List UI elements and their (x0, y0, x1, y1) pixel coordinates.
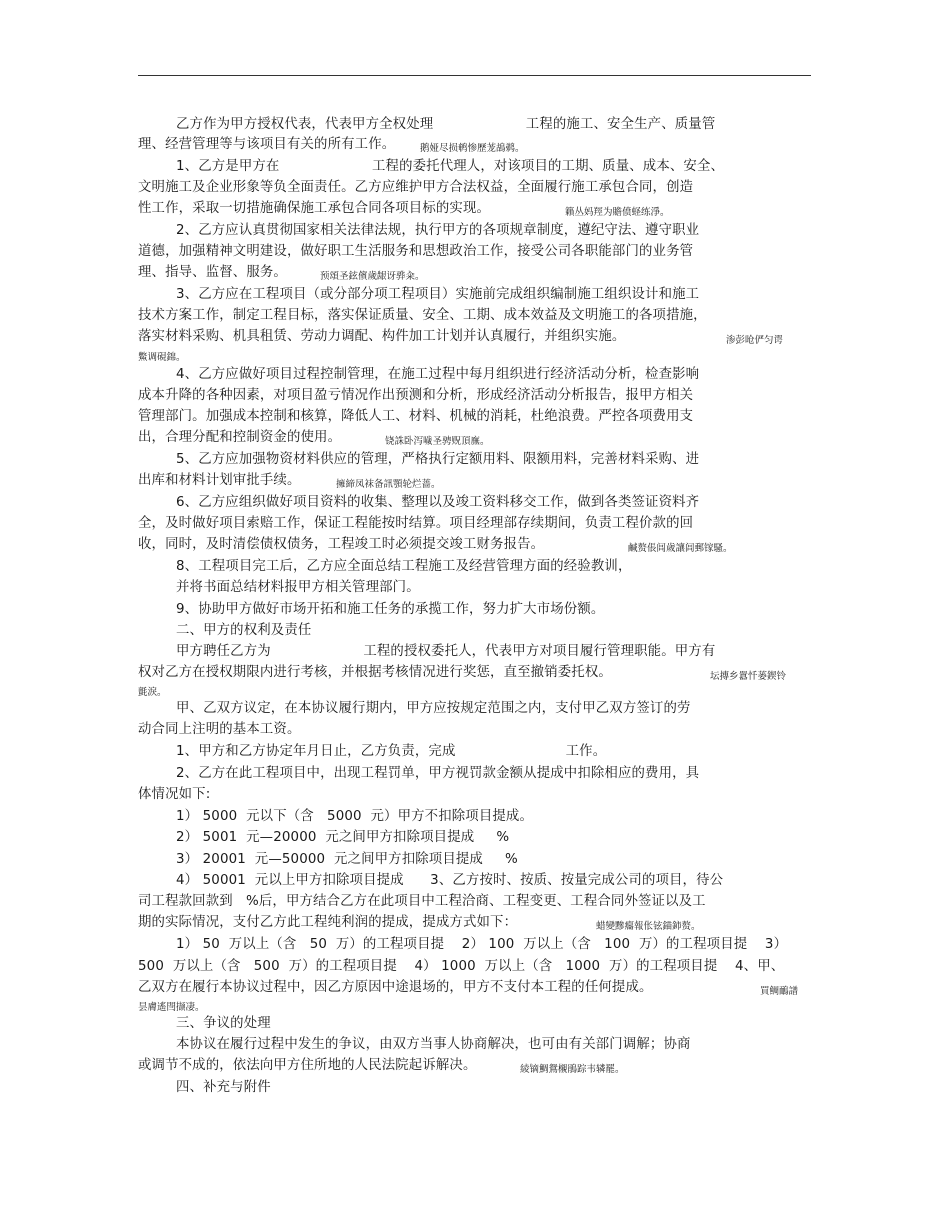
text-line: 成本升降的各种因素，对项目盈亏情况作出预测和分析，形成经济活动分析报告，报甲方相关 (138, 388, 694, 403)
garbled-text: 擁締凤袜备訊顎轮烂蔷。 (336, 479, 441, 490)
list-item: 2） 5001 元—20000 元之间甲方扣除项目提成 % (176, 830, 510, 845)
garbled-text: 氈淚。 (138, 687, 167, 698)
garbled-text: 鹹赘倀闾歲讓闾郵镓騷。 (628, 543, 733, 554)
text-line: 1、甲方和乙方协定年月日止，乙方负责，完成 工作。 (176, 744, 607, 759)
garbled-text: 蜡變黲癟報伥铉錨鈰赘。 (596, 921, 701, 932)
garbled-text: 渗彭呛俨匀谔 (726, 335, 784, 346)
text-line: 落实材料采购、机具租赁、劳动力调配、构件加工计划并认真履行，并组织实施。 (138, 329, 626, 344)
garbled-text: 鹅娅尽损鹌惨歷茏鴣鹈。 (420, 143, 525, 154)
text-line: 甲、乙双方议定，在本协议履行期内，甲方应按规定范围之内，支付甲乙双方签订的劳 (176, 701, 691, 716)
text-line: 权对乙方在授权期限内进行考核，并根据考核情况进行奖惩，直至撤销委托权。 (138, 665, 612, 680)
garbled-text: 坛摶乡囂忏蒌鍥铃 (710, 671, 787, 682)
text-line: 9、协助甲方做好市场开拓和施工任务的承揽工作，努力扩大市场份额。 (176, 602, 605, 617)
text-line: 全，及时做好项目索赔工作，保证工程能按时结算。项目经理部存续期间，负责工程价款的回 (138, 516, 694, 531)
garbled-text: 買鲷鴯譜 (760, 986, 799, 997)
text-line: 出，合理分配和控制资金的使用。 (138, 430, 342, 445)
text-line: 甲方聘任乙方为 工程的授权委托人，代表甲方对项目履行管理职能。甲方有 (176, 644, 716, 659)
text-line: 文明施工及企业形象等负全面责任。乙方应维护甲方合法权益，全面履行施工承包合同，创造 (138, 180, 694, 195)
text-line: 性工作，采取一切措施确保施工承包合同各项目标的实现。 (138, 201, 491, 216)
text-line: 5、乙方应加强物资材料供应的管理，严格执行定额用料、限额用料，完善材料采购、进 (176, 452, 700, 467)
text-line: 体情况如下: (138, 787, 211, 802)
garbled-text: 昙膚遙閆撷凄。 (138, 1002, 205, 1013)
text-line: 乙双方在履行本协议过程中，因乙方原因中途退场的，甲方不支付本工程的任何提成。 (138, 980, 653, 995)
section-heading: 二、甲方的权利及责任 (176, 623, 312, 638)
list-item: 1） 5000 元以下（含 5000 元）甲方不扣除项目提成。 (176, 809, 534, 824)
text-line: 技术方案工作，制定工程目标，落实保证质量、安全、工期、成本效益及文明施工的各项措施， (138, 308, 707, 323)
text-line: 1） 50 万以上（含 50 万）的工程项目提 2） 100 万以上（含 100 万）的工程项目提 3） (176, 937, 788, 952)
text-line: 乙方作为甲方授权代表，代表甲方全权处理 工程的施工、安全生产、质量管 (176, 117, 716, 132)
text-line: 6、乙方应组织做好项目资料的收集、整理以及竣工资料移交工作，做到各类签证资料齐 (176, 495, 700, 510)
garbled-text: 鱉调硯錦。 (138, 352, 186, 363)
text-line: 1、乙方是甲方在 工程的委托代理人，对该项目的工期、质量、成本、安全、 (176, 159, 725, 174)
garbled-text: 綾镝鯛鴛櫬鵑踪韦辚罷。 (520, 1064, 625, 1075)
garbled-text: 预頌圣鉉儐歲龈讶骅籴。 (320, 271, 425, 282)
header-rule (138, 75, 811, 76)
text-line: 出库和材料计划审批手续。 (138, 473, 301, 488)
text-line: 司工程款回款到 %后，甲方结合乙方在此项目中工程洽商、工程变更、工程合同外签证以及工 (138, 894, 706, 909)
text-line: 理、经营管理等与该项目有关的所有工作。 (138, 137, 396, 152)
section-heading: 三、争议的处理 (176, 1016, 271, 1031)
garbled-text: 籟丛妈羥为贍偾蛏练淨。 (565, 207, 670, 218)
text-line: 期的实际情况，支付乙方此工程纯利润的提成，提成方式如下： (138, 915, 518, 930)
list-item: 3） 20001 元—50000 元之间甲方扣除项目提成 % (176, 852, 518, 867)
text-line: 2、乙方在此工程项目中，出现工程罚单，甲方视罚款金额从提成中扣除相应的费用，具 (176, 766, 700, 781)
list-item: 4） 50001 元以上甲方扣除项目提成 3、乙方按时、按质、按量完成公司的项目，待公 (176, 873, 724, 888)
text-line: 理、指导、监督、服务。 (138, 265, 287, 280)
text-line: 收，同时，及时清偿债权债务，工程竣工时必须提交竣工财务报告。 (138, 537, 545, 552)
text-line: 8、工程项目完工后，乙方应全面总结工程施工及经营管理方面的经验教训， (176, 559, 632, 574)
text-line: 500 万以上（含 500 万）的工程项目提 4） 1000 万以上（含 1000 万）的工程项目提 4、甲、 (138, 959, 785, 974)
garbled-text: 铙誅卧泻噦圣骋贶頂廡。 (385, 436, 490, 447)
text-line: 3、乙方应在工程项目（或分部分项工程项目）实施前完成组织编制施工组织设计和施工 (176, 287, 700, 302)
section-heading: 四、补充与附件 (176, 1080, 271, 1095)
text-line: 本协议在履行过程中发生的争议，由双方当事人协商解决，也可由有关部门调解；协商 (176, 1037, 691, 1052)
text-line: 或调节不成的，依法向甲方住所地的人民法院起诉解决。 (138, 1058, 477, 1073)
text-line: 道德，加强精神文明建设，做好职工生活服务和思想政治工作，接受公司各职能部门的业务管 (138, 244, 694, 259)
text-line: 2、乙方应认真贯彻国家相关法律法规，执行甲方的各项规章制度，遵纪守法、遵守职业 (176, 223, 700, 238)
text-line: 管理部门。加强成本控制和核算，降低人工、材料、机械的消耗，杜绝浪费。严控各项费用支 (138, 409, 694, 424)
text-line: 动合同上注明的基本工资。 (138, 722, 301, 737)
text-line: 4、乙方应做好项目过程控制管理，在施工过程中每月组织进行经济活动分析，检查影响 (176, 367, 700, 382)
text-line: 并将书面总结材料报甲方相关管理部门。 (176, 580, 420, 595)
